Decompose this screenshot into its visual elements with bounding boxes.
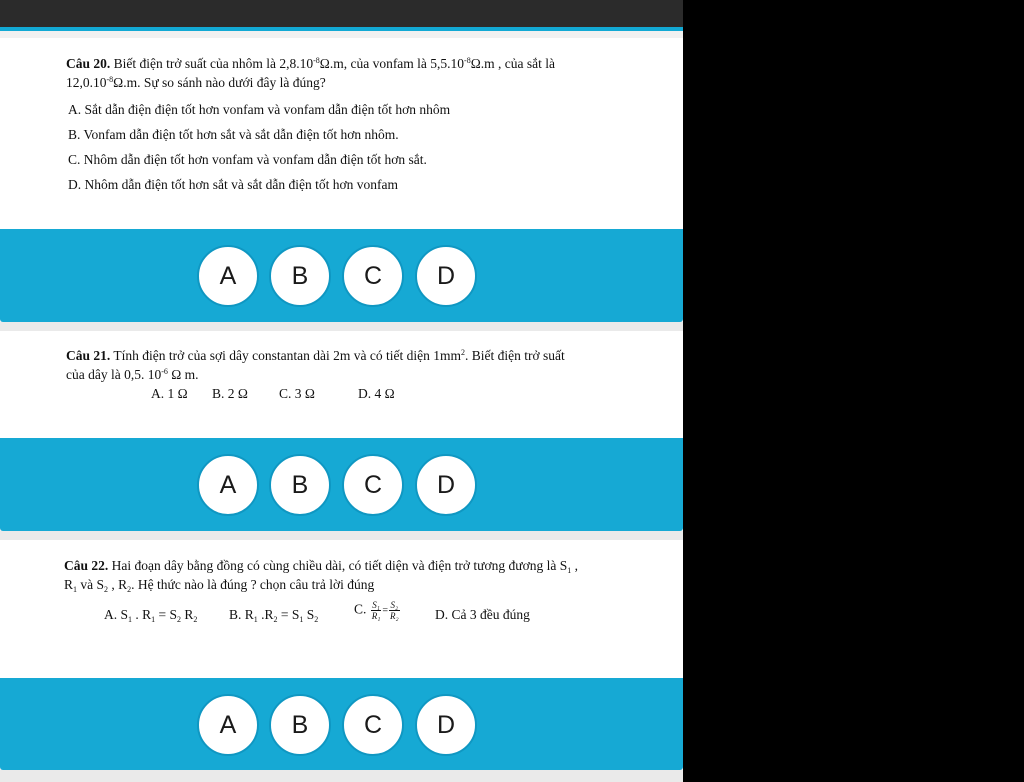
- subscript: 1: [151, 615, 156, 624]
- answer-band-21: [0, 438, 683, 531]
- answer-button-a[interactable]: A: [197, 694, 259, 756]
- subscript: 2: [104, 585, 109, 594]
- question-stem-part: của dây là 0,5. 10: [66, 367, 162, 382]
- option-a: A. Sắt dẫn điện điện tốt hơn vonfam và vonfam dẫn điện tốt hơn nhôm: [68, 102, 451, 117]
- question-number: Câu 21.: [66, 348, 111, 363]
- question-stem-part: ,: [571, 558, 578, 573]
- answer-button-d[interactable]: D: [415, 245, 477, 307]
- subscript: 1: [128, 615, 133, 624]
- answer-band-20: [0, 229, 683, 322]
- fraction-numerator: S₂: [390, 600, 399, 610]
- answer-button-d[interactable]: D: [415, 694, 477, 756]
- question-card-22: [0, 540, 683, 678]
- option-c: C. Nhôm dẫn điện tốt hơn vonfam và vonfam dẫn điện tốt hơn sắt.: [68, 152, 427, 167]
- option-b: [229, 606, 318, 624]
- exponent: -8: [464, 56, 471, 65]
- answer-band-22: [0, 678, 683, 770]
- fraction: [371, 600, 382, 621]
- question-stem-part: Ω.m, của vonfam là 5,5.10: [319, 56, 465, 71]
- option-text: C.: [354, 601, 367, 617]
- bottom-strip: [0, 770, 683, 782]
- exponent: -6: [161, 367, 168, 376]
- question-stem-part: Ω m.: [167, 367, 199, 382]
- subscript: 2: [193, 615, 198, 624]
- answer-button-a[interactable]: A: [197, 454, 259, 516]
- question-text-22: [64, 556, 624, 594]
- subscript: 1: [299, 615, 304, 624]
- question-card-20: [0, 38, 683, 229]
- question-stem-part: Ω.m , của sắt là: [470, 56, 555, 71]
- subscript: 2: [177, 615, 182, 624]
- answer-button-b[interactable]: B: [269, 694, 331, 756]
- question-text-21: [66, 346, 626, 384]
- question-stem-part: R: [64, 577, 74, 592]
- answer-button-a[interactable]: A: [197, 245, 259, 307]
- question-stem-part: 12,0.10: [66, 75, 107, 90]
- question-stem-part: Ω.m. Sự so sánh nào dưới đây là đúng?: [113, 75, 326, 90]
- question-stem-part: Tính điện trở của sợi dây constantan dài 2m và có tiết diện 1mm: [113, 348, 461, 363]
- question-stem-part: Hai đoạn dây bằng đồng có cùng chiều dài, có tiết diện và điện trở tương đương là S: [111, 558, 568, 573]
- top-bar: [0, 0, 683, 27]
- question-text-20: [66, 54, 626, 92]
- equals-sign: =: [382, 605, 389, 617]
- separator: [0, 322, 683, 331]
- option-c: [354, 600, 401, 621]
- exponent: -8: [313, 56, 320, 65]
- question-stem-part: . Biết điện trở suất: [464, 348, 565, 363]
- question-stem-part: và S: [77, 577, 105, 592]
- option-text: S: [303, 607, 315, 622]
- option-text: = S: [277, 607, 300, 622]
- answer-button-b[interactable]: B: [269, 245, 331, 307]
- option-c: C. 3 Ω: [279, 386, 315, 401]
- option-b: B. Vonfam dẫn điện tốt hơn sắt và sắt dẫn điện tốt hơn nhôm.: [68, 127, 399, 142]
- option-text: R: [181, 607, 194, 622]
- option-text: A. S: [104, 607, 129, 622]
- option-a: [104, 606, 197, 624]
- subscript: 1: [73, 585, 78, 594]
- question-card-21: [0, 331, 683, 438]
- option-text: B. R: [229, 607, 254, 622]
- answer-button-d[interactable]: D: [415, 454, 477, 516]
- fraction-denominator: R₂: [390, 611, 399, 621]
- answer-button-c[interactable]: C: [342, 245, 404, 307]
- question-stem-part: Biết điện trở suất của nhôm là 2,8.10: [113, 56, 314, 71]
- option-text: = S: [155, 607, 178, 622]
- option-a: A. 1 Ω: [151, 386, 188, 401]
- option-text: .R: [257, 607, 274, 622]
- option-b: B. 2 Ω: [212, 386, 248, 401]
- question-stem-part: , R: [108, 577, 128, 592]
- option-text: . R: [132, 607, 152, 622]
- subscript: 1: [567, 566, 572, 575]
- fraction: [389, 600, 400, 621]
- subscript: 2: [127, 585, 132, 594]
- option-d: D. 4 Ω: [358, 386, 395, 401]
- question-number: Câu 20.: [66, 56, 111, 71]
- fraction-denominator: R₁: [371, 611, 381, 621]
- top-accent-line: [0, 27, 683, 31]
- separator: [0, 531, 683, 540]
- subscript: 2: [314, 615, 319, 624]
- option-d: D. Nhôm dẫn điện tốt hơn sắt và sắt dẫn điện tốt hơn vonfam: [68, 177, 398, 192]
- fraction-numerator: S₁: [372, 600, 380, 610]
- answer-button-c[interactable]: C: [342, 454, 404, 516]
- option-d: D. Cả 3 đều đúng: [435, 607, 530, 622]
- exponent: -8: [106, 75, 114, 84]
- answer-button-b[interactable]: B: [269, 454, 331, 516]
- question-stem-part: . Hệ thức nào là đúng ? chọn câu trả lời đúng: [131, 577, 375, 592]
- answer-button-c[interactable]: C: [342, 694, 404, 756]
- subscript: 1: [253, 615, 258, 624]
- subscript: 2: [273, 615, 278, 624]
- exponent: 2: [460, 348, 465, 357]
- question-number: Câu 22.: [64, 558, 109, 573]
